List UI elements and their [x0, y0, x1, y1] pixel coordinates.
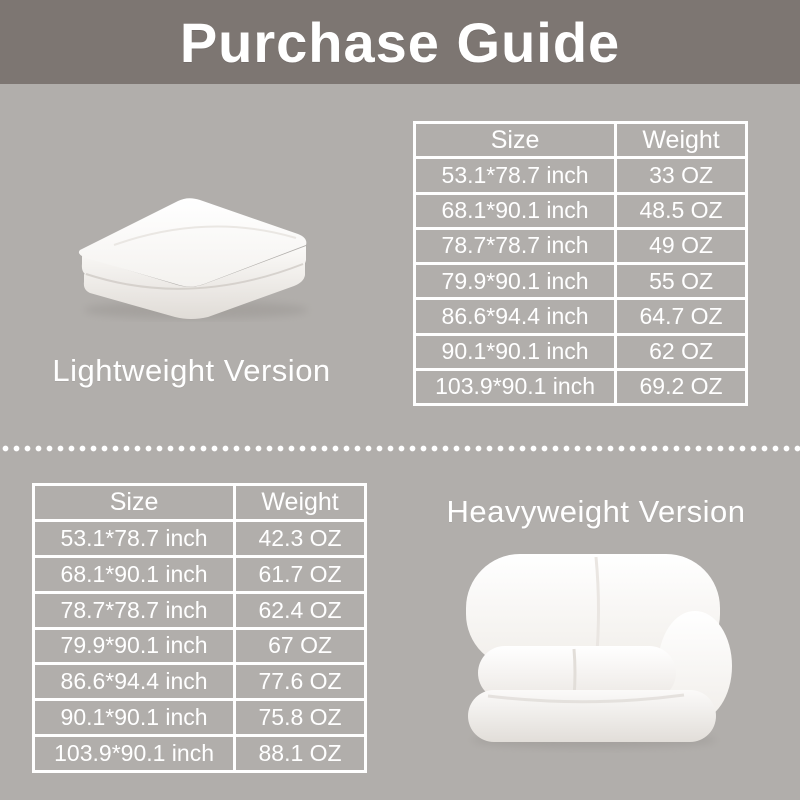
weight-cell: 69.2 OZ	[617, 371, 745, 403]
weight-cell: 55 OZ	[617, 265, 745, 297]
column-header-weight: Weight	[617, 124, 745, 156]
size-cell: 103.9*90.1 inch	[35, 737, 233, 770]
size-cell: 90.1*90.1 inch	[416, 336, 614, 368]
weight-cell: 61.7 OZ	[236, 558, 364, 591]
weight-cell: 75.8 OZ	[236, 701, 364, 734]
weight-cell: 62 OZ	[617, 336, 745, 368]
weight-cell: 67 OZ	[236, 630, 364, 663]
lightweight-size-weight-table	[413, 121, 748, 406]
lightweight-version-label: Lightweight Version	[52, 353, 331, 388]
size-cell: 78.7*78.7 inch	[35, 594, 233, 627]
weight-cell: 49 OZ	[617, 230, 745, 262]
weight-cell: 48.5 OZ	[617, 195, 745, 227]
weight-cell: 42.3 OZ	[236, 522, 364, 555]
heavyweight-version-label: Heavyweight Version	[446, 494, 746, 529]
weight-cell: 77.6 OZ	[236, 665, 364, 698]
weight-cell: 88.1 OZ	[236, 737, 364, 770]
size-cell: 53.1*78.7 inch	[35, 522, 233, 555]
page-title: Purchase Guide	[179, 10, 621, 74]
dotted-divider	[0, 445, 800, 452]
size-cell: 53.1*78.7 inch	[416, 159, 614, 191]
size-cell: 86.6*94.4 inch	[35, 665, 233, 698]
size-cell: 78.7*78.7 inch	[416, 230, 614, 262]
column-header-weight: Weight	[236, 486, 364, 519]
size-cell: 68.1*90.1 inch	[416, 195, 614, 227]
weight-cell: 33 OZ	[617, 159, 745, 191]
weight-cell: 64.7 OZ	[617, 300, 745, 332]
header-banner	[0, 0, 800, 84]
size-cell: 103.9*90.1 inch	[416, 371, 614, 403]
heavyweight-comforter-image	[452, 548, 742, 753]
size-cell: 90.1*90.1 inch	[35, 701, 233, 734]
size-cell: 79.9*90.1 inch	[35, 630, 233, 663]
heavyweight-size-weight-table	[32, 483, 367, 773]
size-cell: 68.1*90.1 inch	[35, 558, 233, 591]
lightweight-comforter-image	[58, 188, 326, 322]
weight-cell: 62.4 OZ	[236, 594, 364, 627]
column-header-size: Size	[416, 124, 614, 156]
size-cell: 86.6*94.4 inch	[416, 300, 614, 332]
column-header-size: Size	[35, 486, 233, 519]
size-cell: 79.9*90.1 inch	[416, 265, 614, 297]
